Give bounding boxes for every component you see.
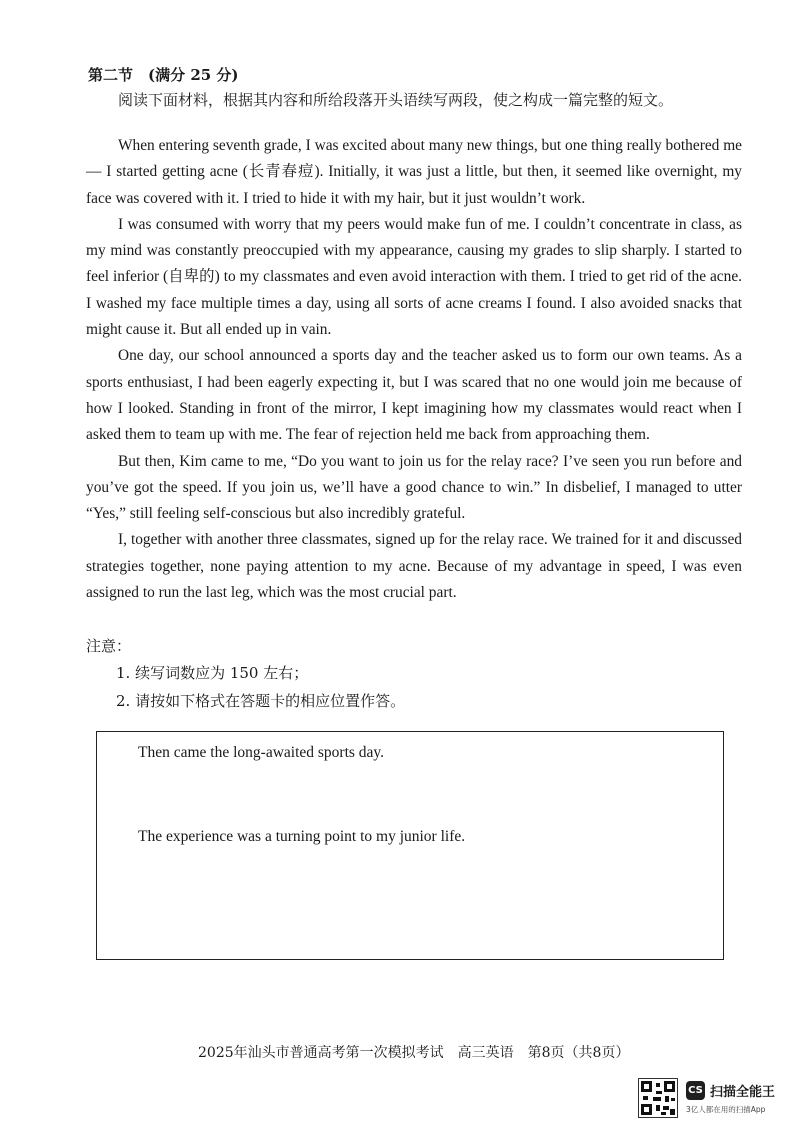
note-item-format: 2. 请按如下格式在答题卡的相应位置作答。 xyxy=(116,692,406,710)
camscanner-logo-icon: CS xyxy=(686,1081,705,1100)
task-instruction: 阅读下面材料，根据其内容和所给段落开头语续写两段，使之构成一篇完整的短文。 xyxy=(118,91,674,109)
passage-paragraph-4: But then, Kim came to me, “Do you want to join us for the relay race? I’ve seen you run before and you’ve got the speed. If you join us, we’ll have a good chance to win.” In disbelief, I managed to utter “Yes,” still feeling self-conscious but also incredibly grateful. xyxy=(86,452,742,523)
section-title: 第二节 (满分 25 分) xyxy=(88,66,239,84)
paragraph-opening-1: Then came the long-awaited sports day. xyxy=(138,744,385,761)
qr-code-icon xyxy=(638,1078,678,1118)
reading-passage xyxy=(86,133,742,606)
passage-paragraph-2: I was consumed with worry that my peers would make fun of me. I couldn’t concentrate in class, as my mind was constantly preoccupied with my appearance, causing my grades to slip sharply. I started to feel inferior (自卑的) to my classmates and even avoid interaction with them. I tried to get rid of the acne. I washed my face multiple times a day, using all sorts of acne creams I found. I also avoided snacks that might cause it. But all ended up in vain. xyxy=(86,215,742,339)
passage-paragraph-3: One day, our school announced a sports day and the teacher asked us to form our own teams. As a sports enthusiast, I had been eagerly expecting it, but I was scared that no one would join me because of how I looked. Standing in front of the mirror, I kept imagining how my classmates would react when I asked them to team up with me. The fear of rejection held me back from approaching them. xyxy=(86,347,742,444)
page-footer: 2025年汕头市普通高考第一次模拟考试 高三英语 第8页（共8页） xyxy=(198,1045,630,1061)
watermark-tagline: 3亿人都在用的扫描App xyxy=(686,1105,766,1114)
passage-paragraph-1: When entering seventh grade, I was excited about many new things, but one thing really bothered me — I started getting acne (长青春痘). Initially, it was just a little, but then, it seemed like overnight, my face was covered with it. I tried to hide it with my hair, but it just wouldn’t work. xyxy=(86,137,742,207)
passage-paragraph-5: I, together with another three classmates, signed up for the relay race. We trained for it and discussed strategies together, none paying attention to my acne. Because of my advantage in speed, I was even assigned to run the last leg, which was the most crucial part. xyxy=(86,531,742,602)
watermark-brand-name: 扫描全能王 xyxy=(710,1085,776,1100)
notes-list xyxy=(116,659,405,715)
answer-format-box xyxy=(96,731,724,960)
note-item-word-count: 1. 续写词数应为 150 左右； xyxy=(116,664,309,682)
notes-label: 注意： xyxy=(86,637,132,655)
paragraph-opening-2: The experience was a turning point to my junior life. xyxy=(138,828,466,845)
